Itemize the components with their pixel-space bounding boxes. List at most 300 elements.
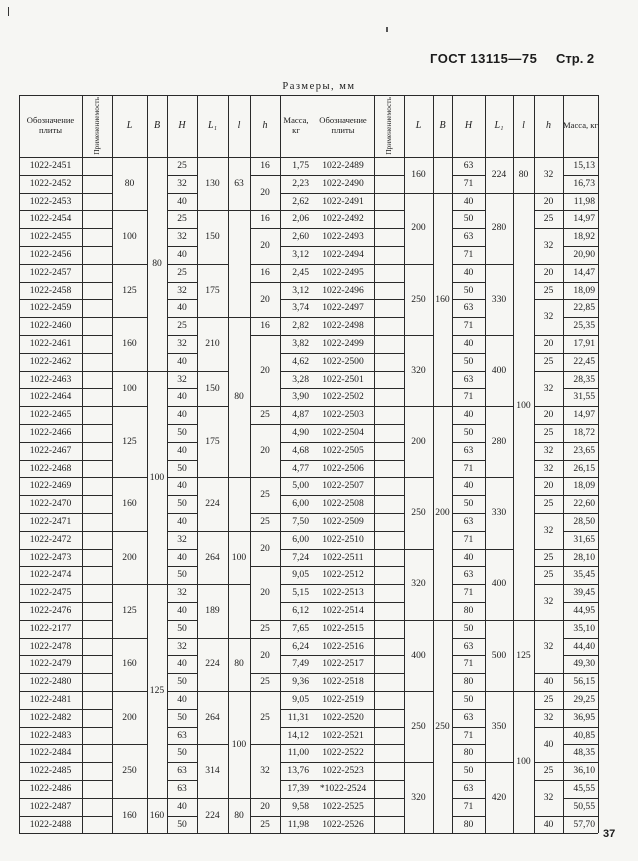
left-L-value: 100 [122, 231, 137, 243]
right-mass-value: 15,13 [573, 160, 595, 172]
left-mass-value: 3,74 [292, 302, 309, 314]
right-plate-designation: 1022-2513 [322, 587, 364, 599]
right-mass-value: 14,97 [573, 213, 595, 225]
right-plate-designation: 1022-2491 [322, 195, 364, 207]
right-H-value: 80 [463, 605, 474, 617]
right-h-value: 32 [543, 596, 554, 608]
left-plate-designation: 1022-2456 [29, 249, 72, 261]
left-plate-designation: 1022-2483 [29, 729, 72, 741]
left-L1-value: 224 [205, 658, 220, 670]
right-header-h: h [546, 120, 551, 131]
page-label: Стр. 2 [556, 51, 595, 66]
right-header-L1: L₁ [494, 120, 504, 131]
left-h-value: 32 [260, 765, 270, 777]
right-header-mass: Масса, кг [563, 120, 599, 131]
right-plate-designation: 1022-2496 [322, 284, 364, 296]
right-header-applicability [374, 95, 404, 157]
left-mass-value: 4,68 [292, 444, 309, 456]
right-plate-designation: 1022-2495 [322, 266, 364, 278]
right-L1-value: 400 [491, 364, 507, 376]
right-L1-value: 350 [491, 720, 507, 732]
left-L-value: 250 [122, 765, 137, 777]
left-L-value: 160 [122, 498, 137, 510]
left-L1-value: 314 [205, 765, 220, 777]
left-L1-value: 264 [205, 551, 220, 563]
right-plate-designation: 1022-2518 [322, 676, 364, 688]
left-h-row-rule [250, 406, 280, 407]
left-mass-value: 4,87 [292, 409, 309, 421]
right-H-value: 71 [463, 462, 474, 474]
right-h-value: 25 [543, 498, 554, 510]
left-H-value: 50 [177, 427, 187, 439]
right-h-value: 20 [543, 338, 554, 350]
right-h-row-rule [534, 228, 563, 229]
right-plate-designation: 1022-2494 [322, 249, 364, 261]
right-L-value: 320 [411, 578, 426, 590]
right-H-value: 71 [463, 391, 474, 403]
right-H-value: 50 [463, 498, 474, 510]
right-L1-value: 500 [491, 649, 507, 661]
right-B-value: 200 [435, 507, 450, 519]
left-h-value: 20 [260, 587, 270, 599]
right-mass-value: 39,45 [573, 587, 595, 599]
left-h-value: 20 [260, 542, 270, 554]
right-header-applicability-text: Применениемость [384, 97, 394, 155]
left-h-row-rule [250, 210, 280, 211]
right-plate-designation: 1022-2520 [322, 711, 364, 723]
right-h-value: 32 [543, 792, 554, 803]
left-L1-value: 264 [205, 711, 220, 723]
right-L1-value: 280 [491, 435, 507, 447]
right-H-value: 63 [463, 444, 474, 456]
right-H-value: 40 [463, 480, 474, 492]
right-L-value: 200 [411, 435, 426, 447]
left-plate-designation: 1022-2485 [29, 765, 72, 777]
right-L-value: 320 [411, 364, 426, 376]
left-h-row-rule [250, 816, 280, 817]
right-L1-value: 280 [491, 222, 507, 234]
right-mass-value: 45,55 [573, 783, 595, 795]
left-h-row-rule [250, 744, 280, 745]
right-L1-value: 330 [491, 507, 507, 519]
right-mass-value: 26,15 [573, 462, 595, 474]
right-plate-designation: 1022-2515 [322, 622, 364, 634]
left-H-value: 32 [177, 373, 187, 385]
left-h-value: 16 [260, 320, 270, 332]
right-mass-value: 57,70 [573, 818, 595, 830]
left-L1-value: 175 [205, 284, 220, 296]
right-L-value: 400 [411, 649, 426, 661]
right-h-row-rule [534, 424, 563, 425]
left-l-value: 80 [234, 658, 244, 670]
right-H-value: 63 [463, 231, 474, 243]
right-L-value: 160 [411, 169, 426, 180]
left-plate-designation: 1022-2465 [29, 409, 72, 421]
right-H-value: 40 [463, 551, 474, 563]
right-h-row-rule [534, 495, 563, 496]
right-mass-value: 29,25 [573, 694, 595, 706]
right-h-row-rule [534, 406, 563, 407]
left-mass-value: 6,24 [292, 640, 309, 652]
left-L1-value: 224 [205, 809, 220, 821]
left-mass-value: 2,60 [292, 231, 309, 243]
right-h-row-rule [534, 691, 563, 692]
left-plate-designation: 1022-2476 [29, 605, 72, 617]
left-mass-value: 7,24 [292, 551, 309, 563]
right-h-row-rule [534, 620, 563, 621]
right-mass-value: 35,45 [573, 569, 595, 581]
left-h-value: 20 [260, 186, 270, 198]
right-h-value: 32 [543, 240, 554, 252]
left-H-value: 32 [177, 284, 187, 296]
right-plate-designation: *1022-2524 [319, 783, 367, 795]
right-L1-value: 224 [491, 169, 507, 180]
right-mass-value: 56,15 [573, 676, 595, 688]
left-plate-designation: 1022-2480 [29, 676, 72, 688]
right-plate-designation: 1022-2498 [322, 320, 364, 332]
left-l-value [228, 210, 250, 317]
left-H-value: 50 [177, 498, 187, 510]
right-H-value: 71 [463, 800, 474, 812]
left-L1-value: 189 [205, 605, 220, 617]
right-mass-value: 20,90 [573, 249, 595, 261]
left-H-value: 32 [177, 533, 187, 545]
right-H-value: 71 [463, 729, 474, 741]
left-plate-designation: 1022-2461 [29, 338, 72, 350]
left-l-value: 100 [231, 551, 247, 563]
table-bottom-border [19, 833, 598, 834]
left-l-value: 80 [234, 391, 244, 403]
left-H-value: 25 [177, 320, 187, 332]
right-mass-value: 22,45 [573, 355, 595, 367]
right-plate-designation: 1022-2525 [322, 800, 364, 812]
left-mass-value: 9,58 [292, 800, 309, 812]
left-h-row-rule [250, 691, 280, 692]
right-h-value: 25 [543, 355, 554, 367]
right-H-value: 71 [463, 658, 474, 670]
left-L-value: 200 [122, 711, 137, 723]
right-header-L: L [415, 120, 422, 131]
right-plate-designation: 1022-2503 [322, 409, 364, 421]
left-column-rule [82, 95, 83, 833]
right-plate-designation: 1022-2504 [322, 427, 364, 439]
right-l-value: 100 [516, 400, 531, 412]
right-B-value [433, 157, 452, 193]
right-L1-value: 420 [491, 791, 507, 803]
left-mass-value: 7,50 [292, 516, 309, 528]
left-H-value: 50 [177, 711, 187, 723]
left-plate-designation: 1022-2454 [29, 213, 72, 225]
right-H-value: 71 [463, 320, 474, 332]
left-mass-value: 3,28 [292, 373, 309, 385]
right-h-value: 32 [543, 711, 554, 723]
left-h-value: 20 [260, 364, 270, 376]
left-h-value: 20 [260, 649, 270, 661]
left-L1-value: 130 [205, 177, 220, 189]
left-h-value: 20 [260, 240, 270, 252]
left-h-value: 20 [260, 293, 270, 305]
left-h-row-rule [250, 620, 280, 621]
left-L-value: 100 [122, 382, 137, 394]
right-h-value: 32 [543, 640, 554, 652]
right-h-value: 32 [543, 525, 554, 536]
right-l-value: 100 [516, 756, 531, 768]
right-mass-value: 18,92 [573, 231, 595, 243]
right-L-value: 250 [411, 720, 426, 732]
right-l-value: 80 [518, 169, 529, 180]
right-plate-designation: 1022-2519 [322, 694, 364, 706]
left-mass-value: 5,15 [292, 587, 309, 599]
right-mass-value: 44,95 [573, 605, 595, 617]
right-h-row-rule [534, 299, 563, 300]
right-h-value: 25 [543, 284, 554, 296]
right-plate-designation: 1022-2499 [322, 338, 364, 350]
right-h-row-rule [534, 513, 563, 514]
left-L-value: 125 [122, 605, 137, 617]
right-H-value: 50 [463, 213, 474, 225]
left-mass-value: 7,65 [292, 622, 309, 634]
left-H-value: 40 [177, 249, 187, 261]
left-h-row-rule [250, 424, 280, 425]
right-plate-designation: 1022-2507 [322, 480, 364, 492]
right-h-value: 40 [543, 676, 554, 688]
right-mass-value: 18,72 [573, 427, 595, 439]
left-mass-value: 4,62 [292, 355, 309, 367]
left-header-B: B [153, 120, 161, 131]
right-mass-value: 35,10 [573, 622, 595, 634]
left-mass-value: 11,31 [287, 711, 309, 723]
left-mass-value: 3,90 [292, 391, 309, 403]
left-header-l: l [237, 120, 241, 131]
left-header-L: L [126, 120, 133, 131]
left-H-value: 32 [177, 640, 187, 652]
right-mass-value: 14,47 [573, 266, 595, 278]
right-h-row-rule [534, 762, 563, 763]
left-plate-designation: 1022-2469 [29, 480, 72, 492]
left-H-value: 50 [177, 818, 187, 830]
left-mass-value: 11,98 [287, 818, 309, 830]
right-mass-value: 28,50 [573, 516, 595, 528]
right-plate-designation: 1022-2489 [322, 160, 364, 172]
right-h-value: 25 [543, 569, 554, 581]
left-mass-value: 6,00 [292, 533, 309, 545]
right-mass-value: 50,55 [573, 800, 595, 812]
left-L1-value: 224 [205, 498, 220, 510]
right-mass-value: 22,85 [573, 302, 595, 314]
left-plate-designation: 1022-2481 [29, 694, 72, 706]
right-header-B: B [439, 120, 446, 131]
right-plate-designation: 1022-2508 [322, 498, 364, 510]
left-plate-designation: 1022-2486 [29, 783, 72, 795]
left-L-value: 80 [124, 177, 135, 189]
left-H-value: 63 [177, 765, 187, 777]
right-H-value: 40 [463, 195, 474, 207]
right-H-value: 40 [463, 409, 474, 421]
left-plate-designation: 1022-2462 [29, 355, 72, 367]
left-h-row-rule [250, 228, 280, 229]
right-h-row-rule [534, 353, 563, 354]
left-L-value: 160 [122, 338, 137, 350]
right-h-value: 20 [543, 266, 554, 278]
left-H-value: 63 [177, 783, 187, 795]
left-mass-value: 11,00 [287, 747, 309, 759]
right-h-row-rule [534, 566, 563, 567]
right-mass-value: 22,60 [573, 498, 595, 510]
left-H-value: 50 [177, 676, 187, 688]
left-mass-value: 9,05 [292, 694, 309, 706]
page-number: 37 [603, 828, 616, 840]
right-plate-designation: 1022-2522 [322, 747, 364, 759]
right-h-row-rule [534, 549, 563, 550]
right-L1-value: 400 [491, 578, 507, 590]
right-plate-designation: 1022-2523 [322, 765, 364, 777]
left-l-value [228, 584, 250, 637]
right-h-row-rule [534, 460, 563, 461]
left-plate-designation: 1022-2475 [29, 587, 72, 599]
left-l-value: 63 [234, 177, 244, 189]
right-h-row-rule [534, 210, 563, 211]
right-B-value: 250 [435, 720, 450, 732]
left-H-value: 40 [177, 605, 187, 617]
right-L-value: 320 [411, 791, 426, 803]
left-H-value: 40 [177, 444, 187, 456]
left-L-value: 200 [122, 551, 137, 563]
left-H-value: 40 [177, 391, 187, 403]
right-plate-designation: 1022-2516 [322, 640, 364, 652]
right-H-value: 80 [463, 818, 474, 830]
left-header-h: h [262, 120, 268, 131]
right-h-value: 40 [543, 818, 554, 830]
right-h-value: 25 [543, 427, 554, 439]
left-plate-designation: 1022-2451 [29, 160, 72, 172]
right-mass-value: 23,65 [573, 444, 595, 456]
right-mass-value: 16,73 [573, 177, 595, 189]
right-h-value: 25 [543, 213, 554, 225]
right-plate-designation: 1022-2505 [322, 444, 364, 456]
left-h-value: 20 [260, 444, 270, 456]
right-H-value: 63 [463, 302, 474, 314]
left-H-value: 40 [177, 551, 187, 563]
right-h-value: 25 [543, 694, 554, 706]
right-mass-value: 14,97 [573, 409, 595, 421]
left-plate-designation: 1022-2177 [29, 622, 72, 634]
right-H-value: 71 [463, 177, 474, 189]
right-mass-value: 28,10 [573, 551, 595, 563]
right-H-value: 71 [463, 587, 474, 599]
right-mass-value: 18,09 [573, 480, 595, 492]
left-l-value: 80 [234, 809, 244, 821]
left-plate-designation: 1022-2478 [29, 640, 72, 652]
right-H-value: 63 [463, 569, 474, 581]
left-plate-designation: 1022-2471 [29, 516, 72, 528]
right-h-row-rule [534, 282, 563, 283]
left-plate-designation: 1022-2467 [29, 444, 72, 456]
right-h-row-rule [534, 477, 563, 478]
right-l-value: 125 [516, 649, 531, 661]
right-h-row-rule [534, 780, 563, 781]
left-h-value: 16 [260, 160, 270, 172]
left-h-value: 16 [260, 213, 270, 225]
left-h-value: 25 [260, 489, 270, 501]
left-mass-value: 3,82 [292, 338, 309, 350]
left-h-row-rule [250, 513, 280, 514]
left-mass-value: 5,00 [292, 480, 309, 492]
left-H-value: 25 [177, 213, 187, 225]
left-h-value: 25 [260, 516, 270, 528]
right-h-value: 32 [543, 311, 554, 323]
right-h-value: 20 [543, 480, 554, 492]
left-H-value: 40 [177, 355, 187, 367]
left-h-value: 25 [260, 409, 270, 421]
right-mass-value: 44,40 [573, 640, 595, 652]
standard-designation: ГОСТ 13115—75 [430, 51, 538, 66]
left-mass-value: 2,06 [292, 213, 309, 225]
left-plate-designation: 1022-2452 [29, 177, 72, 189]
right-h-row-rule [534, 816, 563, 817]
right-plate-designation: 1022-2517 [322, 658, 364, 670]
left-plate-designation: 1022-2484 [29, 747, 72, 759]
left-header-applicability [82, 95, 112, 157]
left-L1-value: 150 [205, 231, 220, 243]
right-L1-value: 330 [491, 293, 507, 305]
right-h-row-rule [534, 335, 563, 336]
left-l-value [228, 477, 250, 530]
left-header-applicability-text: Применениемость [92, 97, 102, 155]
left-plate-designation: 1022-2455 [29, 231, 72, 243]
right-H-value: 63 [463, 640, 474, 652]
left-mass-value: 4,77 [292, 462, 309, 474]
left-h-row-rule [250, 264, 280, 265]
left-plate-designation: 1022-2457 [29, 266, 72, 278]
right-h-value: 32 [543, 169, 554, 180]
left-mass-value: 7,49 [292, 658, 309, 670]
left-plate-designation: 1022-2459 [29, 302, 72, 314]
left-H-value: 40 [177, 409, 187, 421]
left-h-value: 20 [260, 800, 270, 812]
right-h-value: 25 [543, 765, 554, 777]
right-h-row-rule [534, 584, 563, 585]
left-l-value: 100 [231, 738, 247, 750]
right-H-value: 50 [463, 765, 474, 777]
right-H-value: 50 [463, 284, 474, 296]
left-L-value: 160 [122, 809, 137, 821]
left-B-value: 80 [152, 258, 162, 269]
left-mass-value: 6,12 [292, 605, 309, 617]
right-H-value: 50 [463, 427, 474, 439]
left-L-value: 125 [122, 435, 137, 447]
right-plate-designation: 1022-2511 [322, 551, 364, 563]
left-L-value: 160 [122, 658, 137, 670]
right-plate-designation: 1022-2510 [322, 533, 364, 545]
right-H-value: 80 [463, 747, 474, 759]
left-L1-value: 175 [205, 435, 220, 447]
right-plate-designation: 1022-2526 [322, 818, 364, 830]
left-plate-designation: 1022-2468 [29, 462, 72, 474]
left-h-row-rule [250, 638, 280, 639]
right-L-value: 250 [411, 293, 426, 305]
right-h-value: 32 [543, 444, 554, 456]
right-mass-value: 49,30 [573, 658, 595, 670]
left-mass-value: 6,00 [292, 498, 309, 510]
right-H-value: 40 [463, 338, 474, 350]
left-plate-designation: 1022-2453 [29, 195, 72, 207]
right-mass-value: 25,35 [573, 320, 595, 332]
right-h-value: 32 [543, 382, 554, 394]
right-H-value: 40 [463, 266, 474, 278]
right-mass-value: 31,65 [573, 533, 595, 545]
right-H-value: 63 [463, 783, 474, 795]
right-h-row-rule [534, 727, 563, 728]
